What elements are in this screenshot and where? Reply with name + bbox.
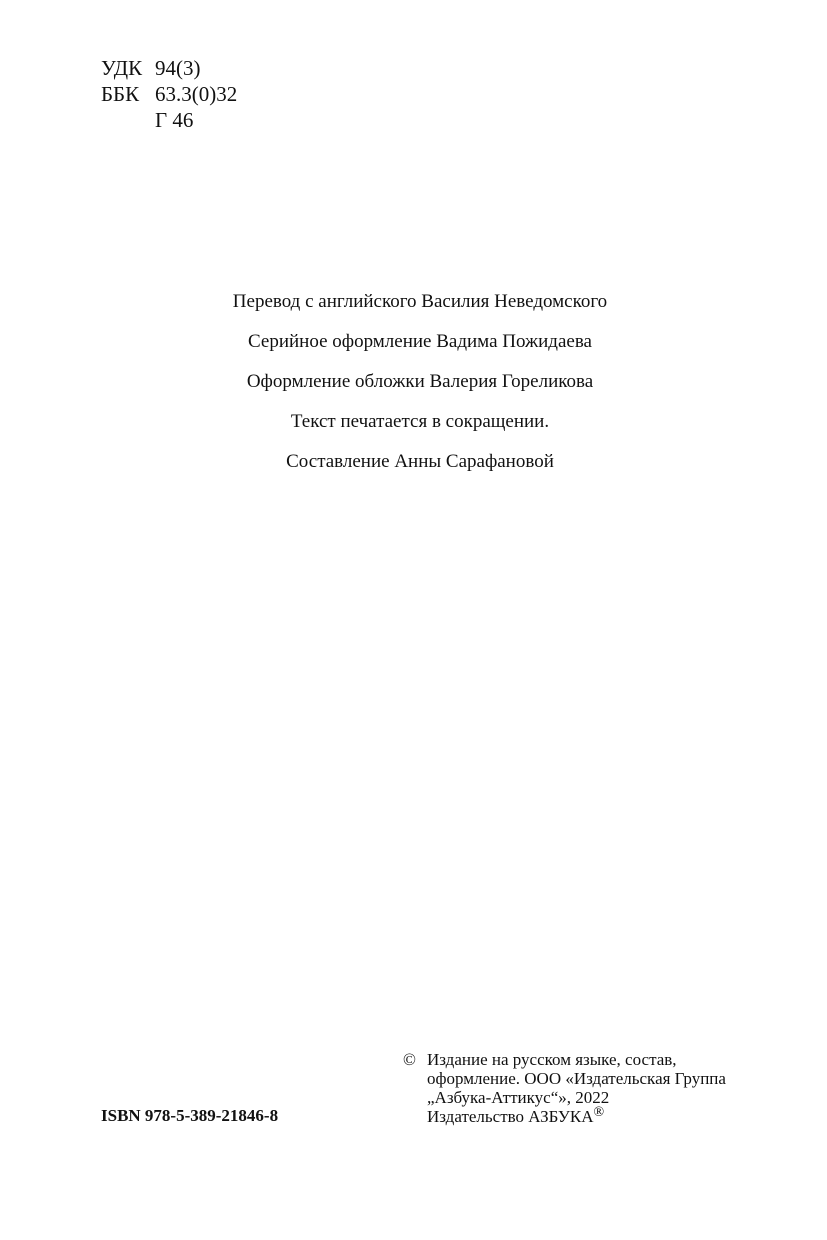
series-design-credit: Серийное оформление Вадима Пожидаева [248, 331, 592, 352]
author-mark-value: Г 46 [155, 108, 194, 132]
copyright-icon: © [403, 1050, 416, 1069]
credits-block [0, 287, 827, 487]
copyright-text [403, 1050, 726, 1126]
isbn: ISBN 978-5-389-21846-8 [101, 1106, 279, 1125]
compiler-credit: Составление Анны Сарафановой [286, 451, 554, 472]
copyright-block [403, 1050, 726, 1126]
udk-row [101, 55, 237, 81]
author-mark-row [101, 107, 237, 133]
bbk-value: 63.3(0)32 [155, 82, 238, 106]
copyright-line: Издание на русском языке, состав, [427, 1050, 677, 1069]
classification-block [101, 55, 237, 133]
cover-design-credit: Оформление обложки Валерия Гореликова [246, 371, 594, 392]
copyright-line: „Азбука-Аттикус“», 2022 [427, 1088, 610, 1107]
translator-credit: Перевод с английского Василия Неведомского [232, 291, 608, 312]
bbk-label: ББК [101, 82, 140, 106]
udk-value: 94(3) [155, 56, 201, 80]
bbk-row [101, 81, 237, 107]
copyright-line: оформление. ООО «Издательская Группа [427, 1069, 726, 1088]
abridgement-note: Текст печатается в сокращении. [290, 411, 550, 432]
publisher-line [427, 1107, 726, 1126]
registered-mark-icon: ® [593, 1105, 605, 1120]
udk-label: УДК [101, 56, 143, 80]
author-mark-label [101, 107, 155, 133]
publisher-name: Издательство АЗБУКА [427, 1107, 594, 1126]
